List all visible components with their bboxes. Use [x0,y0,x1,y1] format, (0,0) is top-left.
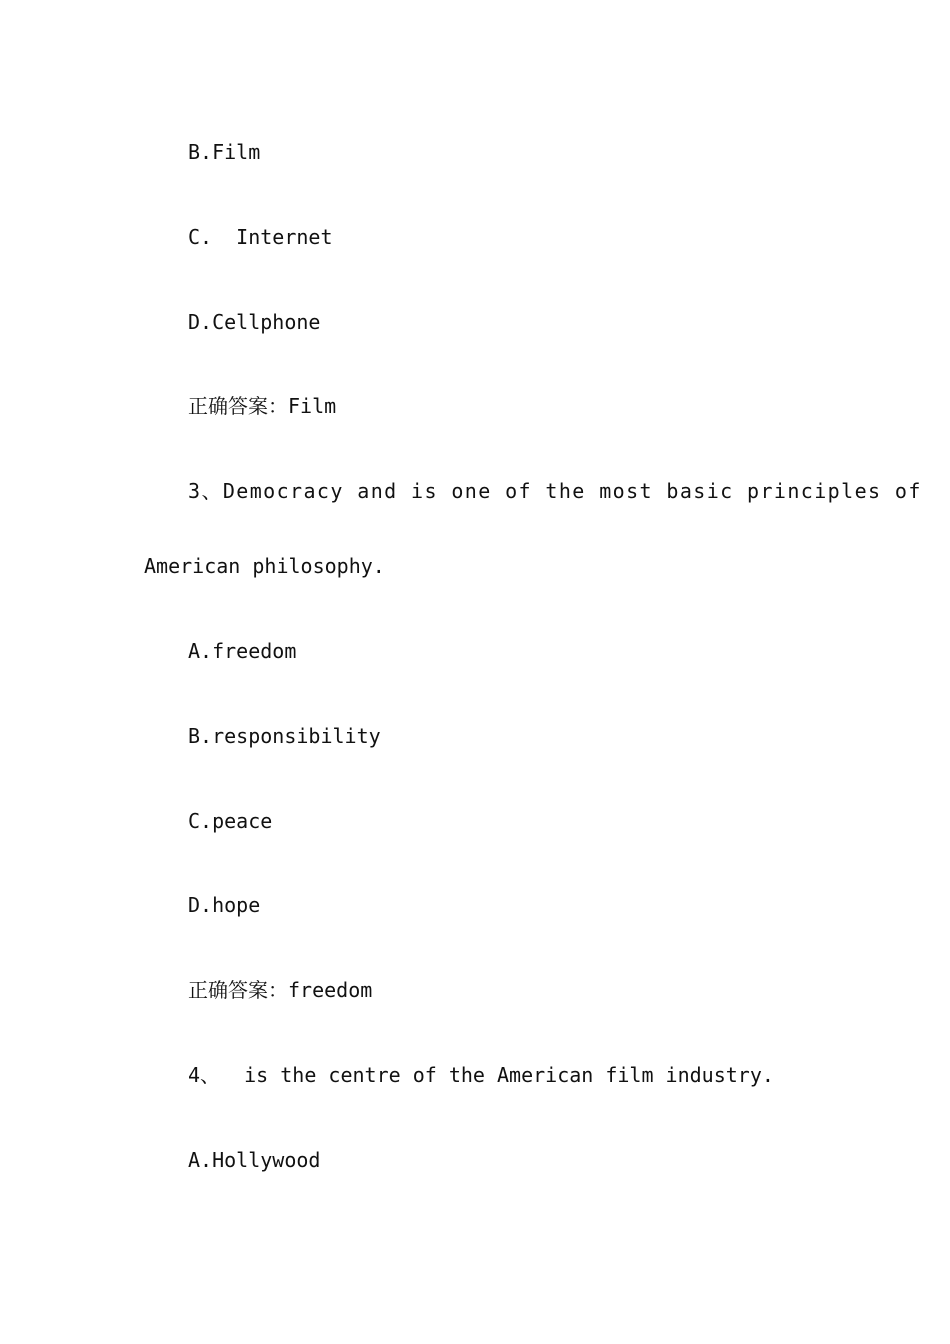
option-c-q3: C.peace [188,809,273,833]
option-c-q2: C. Internet [188,225,333,249]
answer-q2: 正确答案：Film [188,394,337,418]
question-4: 4、 is the centre of the American film industry. [188,1063,774,1087]
option-b-q2: B.Film [188,140,261,164]
option-a-q4: A.Hollywood [188,1148,321,1172]
option-d-q2: D.Cellphone [188,310,321,334]
option-a-q3: A.freedom [188,639,297,663]
option-b-q3: B.responsibility [188,724,381,748]
answer-q3: 正确答案：freedom [188,978,373,1002]
question-3-continuation: American philosophy. [144,554,385,578]
option-d-q3: D.hope [188,893,261,917]
question-3: 3、Democracy and is one of the most basic principles of [188,479,922,503]
